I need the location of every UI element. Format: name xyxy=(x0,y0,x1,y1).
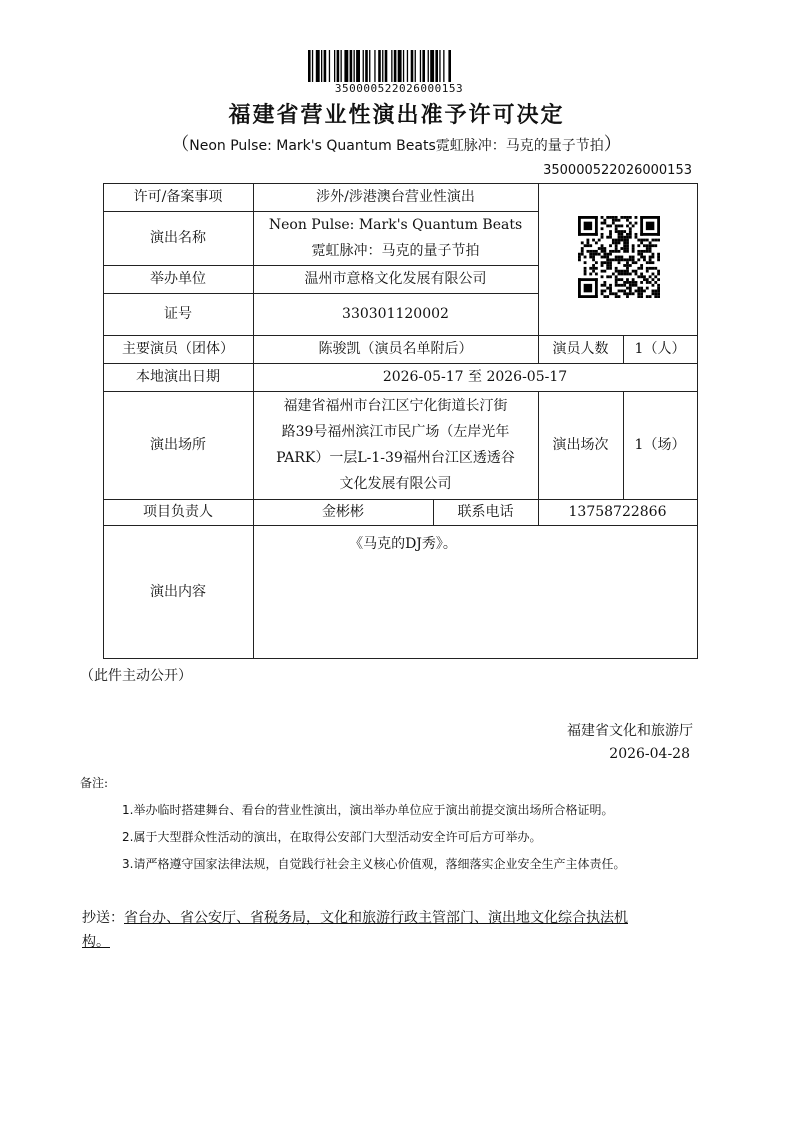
cc-line1: 省台办、省公安厅、省税务局，文化和旅游行政主管部门、演出地文化综合执法机 xyxy=(124,910,628,926)
cc-recipients xyxy=(82,910,628,950)
license-value: 330301120002 xyxy=(342,306,449,322)
dates-label: 本地演出日期 xyxy=(136,369,220,385)
show-name-line1: Neon Pulse: Mark's Quantum Beats xyxy=(268,217,523,233)
issue-date: 2026-04-28 xyxy=(609,746,690,762)
show-name-value xyxy=(253,211,538,265)
manager-value: 金彬彬 xyxy=(322,504,364,520)
cc-label: 抄送： xyxy=(82,910,124,926)
permit-table xyxy=(103,183,698,659)
sessions-value: 1（场） xyxy=(634,437,686,453)
performers-label: 主要演员（团体） xyxy=(122,341,234,357)
venue-label: 演出场所 xyxy=(150,437,206,453)
notes-label: 备注: xyxy=(80,776,109,790)
barcode-number: 350000522026000153 xyxy=(334,82,464,95)
permit-type-label: 许可/备案事项 xyxy=(133,189,223,205)
barcode-icon xyxy=(308,50,490,82)
venue-line2: 路39号福州滨江市民广场（左岸光年 xyxy=(281,424,510,440)
dates-value: 2026-05-17 至 2026-05-17 xyxy=(382,369,568,385)
document-number: 350000522026000153 xyxy=(543,163,692,178)
venue-line3: PARK）一层L-1-39福州台江区透透谷 xyxy=(276,450,515,466)
venue-line1: 福建省福州市台江区宁化街道长汀街 xyxy=(283,398,508,414)
content-value: 《马克的DJ秀》。 xyxy=(349,536,457,552)
cc-block xyxy=(82,906,722,954)
license-label: 证号 xyxy=(164,306,192,322)
page-title: 福建省营业性演出准予许可决定 xyxy=(228,103,565,128)
content-label: 演出内容 xyxy=(150,583,206,600)
organizer-value: 温州市意格文化发展有限公司 xyxy=(304,271,487,287)
show-name-line2: 霓虹脉冲：马克的量子节拍 xyxy=(311,243,480,259)
phone-value: 13758722866 xyxy=(568,504,667,520)
note-item: 1.举办临时搭建舞台、看台的营业性演出，演出举办单位应于演出前提交演出场所合格证明。 xyxy=(122,803,614,817)
performer-count-label: 演员人数 xyxy=(552,341,609,357)
issuer: 福建省文化和旅游厅 xyxy=(567,723,693,739)
page-subtitle: （Neon Pulse: Mark's Quantum Beats霓虹脉冲：马克的量子节拍） xyxy=(171,134,622,155)
public-note: （此件主动公开） xyxy=(80,668,192,684)
note-item: 2.属于大型群众性活动的演出，在取得公安部门大型活动安全许可后方可举办。 xyxy=(122,830,542,844)
performers-value: 陈骏凯（演员名单附后） xyxy=(318,341,473,357)
sessions-label: 演出场次 xyxy=(552,437,609,453)
organizer-label: 举办单位 xyxy=(150,271,206,287)
venue-value xyxy=(253,391,538,499)
qr-code-icon xyxy=(578,216,660,298)
show-name-label: 演出名称 xyxy=(150,230,206,246)
cc-line2: 构。 xyxy=(82,934,110,950)
permit-type-value: 涉外/涉港澳台营业性演出 xyxy=(316,189,475,205)
performer-count-value: 1（人） xyxy=(634,341,686,357)
note-item: 3.请严格遵守国家法律法规，自觉践行社会主义核心价值观，落细落实企业安全生产主体责任。 xyxy=(122,857,626,871)
venue-line4: 文化发展有限公司 xyxy=(339,476,452,492)
phone-label: 联系电话 xyxy=(457,504,514,520)
subtitle-text: Neon Pulse: Mark's Quantum Beats霓虹脉冲：马克的量子节拍 xyxy=(189,138,604,154)
manager-label: 项目负责人 xyxy=(143,504,213,520)
